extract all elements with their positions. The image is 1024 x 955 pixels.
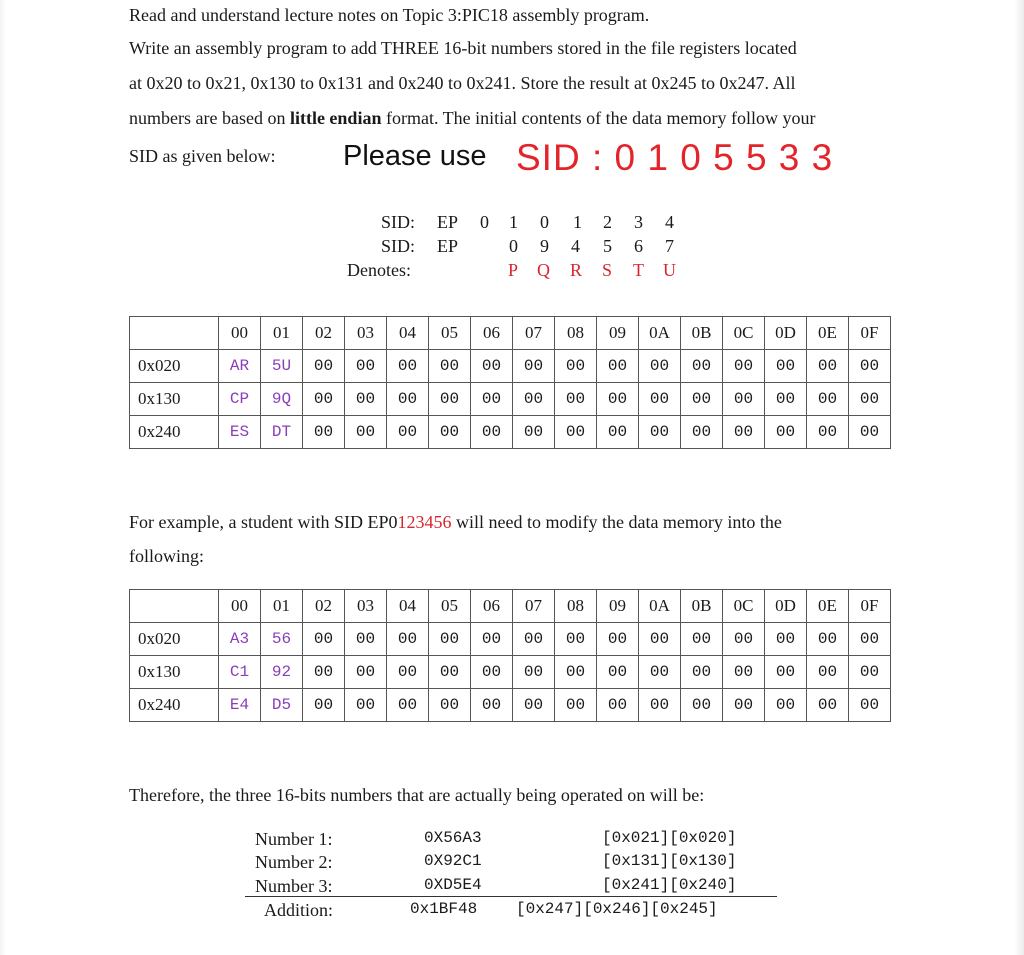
memory-cell: 00 bbox=[513, 623, 555, 656]
memory-cell: 00 bbox=[597, 689, 639, 722]
column-header: 03 bbox=[345, 590, 387, 623]
intro-line-5: SID as given below: bbox=[129, 146, 276, 166]
memory-cell: 00 bbox=[345, 623, 387, 656]
memory-cell: 00 bbox=[807, 383, 849, 416]
memory-cell: 00 bbox=[681, 383, 723, 416]
sid-row1-digit: 3 bbox=[634, 212, 643, 232]
memory-cell: 00 bbox=[513, 416, 555, 449]
intro-line-4a: numbers are based on bbox=[129, 108, 290, 128]
memory-cell: E4 bbox=[219, 689, 261, 722]
memory-cell: 00 bbox=[849, 656, 891, 689]
memory-cell: 00 bbox=[849, 383, 891, 416]
column-header: 0F bbox=[849, 317, 891, 350]
memory-cell: 00 bbox=[345, 656, 387, 689]
memory-cell: 00 bbox=[723, 689, 765, 722]
assigned-sid: SID : 0 1 0 5 5 3 3 bbox=[516, 137, 834, 178]
column-header: 05 bbox=[429, 317, 471, 350]
memory-cell: 00 bbox=[849, 416, 891, 449]
memory-cell: 00 bbox=[471, 383, 513, 416]
summary-address: [0x021][0x020] bbox=[602, 829, 737, 847]
memory-cell: 00 bbox=[723, 383, 765, 416]
column-header: 0B bbox=[681, 590, 723, 623]
memory-cell: 00 bbox=[471, 689, 513, 722]
therefore-text: Therefore, the three 16-bits numbers that are actually being operated on will be: bbox=[129, 785, 705, 805]
row-address: 0x240 bbox=[130, 416, 219, 449]
column-header: 01 bbox=[261, 317, 303, 350]
column-header: 0B bbox=[681, 317, 723, 350]
row-address: 0x020 bbox=[130, 350, 219, 383]
sid-row1-digit: 0 bbox=[480, 212, 489, 232]
memory-cell: D5 bbox=[261, 689, 303, 722]
memory-cell: 00 bbox=[555, 689, 597, 722]
column-header: 02 bbox=[303, 317, 345, 350]
row-address: 0x130 bbox=[130, 656, 219, 689]
column-header: 06 bbox=[471, 317, 513, 350]
summary-address: [0x247][0x246][0x245] bbox=[516, 900, 718, 918]
intro-line-1: Read and understand lecture notes on Topic 3:PIC18 assembly program. bbox=[129, 5, 650, 25]
memory-cell: 56 bbox=[261, 623, 303, 656]
memory-cell: 5U bbox=[261, 350, 303, 383]
memory-cell: 00 bbox=[471, 656, 513, 689]
example-text-a: For example, a student with SID EP0 bbox=[129, 512, 398, 532]
memory-template-table bbox=[129, 316, 891, 449]
memory-cell: 00 bbox=[723, 416, 765, 449]
column-header: 00 bbox=[219, 590, 261, 623]
memory-cell: 9Q bbox=[261, 383, 303, 416]
memory-cell: 00 bbox=[639, 656, 681, 689]
memory-cell: 00 bbox=[807, 416, 849, 449]
memory-cell: 00 bbox=[765, 656, 807, 689]
memory-cell: 00 bbox=[555, 350, 597, 383]
column-header: 0F bbox=[849, 590, 891, 623]
summary-label: Number 3: bbox=[255, 876, 333, 896]
column-header: 03 bbox=[345, 317, 387, 350]
memory-cell: 00 bbox=[345, 416, 387, 449]
example-sid-digits: 123456 bbox=[397, 512, 452, 532]
memory-cell: 00 bbox=[849, 689, 891, 722]
memory-cell: 00 bbox=[639, 350, 681, 383]
sid-denote-letter: Q bbox=[537, 260, 550, 280]
memory-cell: 00 bbox=[429, 383, 471, 416]
memory-cell: 00 bbox=[807, 350, 849, 383]
memory-cell: 00 bbox=[303, 383, 345, 416]
memory-cell: 00 bbox=[513, 689, 555, 722]
intro-line-4b: format. The initial contents of the data memory follow your bbox=[381, 108, 816, 128]
sid-denote-letter: P bbox=[508, 260, 519, 280]
sid-row2-digit: 9 bbox=[540, 236, 549, 256]
memory-cell: DT bbox=[261, 416, 303, 449]
memory-cell: 00 bbox=[639, 416, 681, 449]
sid-row1-digit: 2 bbox=[603, 212, 612, 232]
column-header: 00 bbox=[219, 317, 261, 350]
memory-cell: 00 bbox=[303, 623, 345, 656]
table-header-row bbox=[130, 317, 891, 350]
memory-cell: 00 bbox=[723, 623, 765, 656]
column-header: 05 bbox=[429, 590, 471, 623]
summary-value: 0x1BF48 bbox=[410, 900, 478, 918]
column-header: 0D bbox=[765, 317, 807, 350]
memory-cell: 00 bbox=[597, 383, 639, 416]
memory-cell: 00 bbox=[765, 383, 807, 416]
memory-cell: C1 bbox=[219, 656, 261, 689]
sid-row1-digit: 4 bbox=[665, 212, 674, 232]
sid-row2-digit: 5 bbox=[603, 236, 612, 256]
please-use-text: Please use bbox=[343, 140, 487, 172]
sid-row2-label: SID: bbox=[381, 236, 416, 256]
memory-cell: AR bbox=[219, 350, 261, 383]
intro-line-4 bbox=[129, 108, 816, 128]
memory-cell: 00 bbox=[555, 656, 597, 689]
sid-mapping bbox=[0, 212, 1024, 292]
memory-cell: 00 bbox=[555, 623, 597, 656]
memory-cell: ES bbox=[219, 416, 261, 449]
column-header: 02 bbox=[303, 590, 345, 623]
memory-cell: 00 bbox=[303, 689, 345, 722]
memory-cell: 00 bbox=[387, 383, 429, 416]
memory-cell: 00 bbox=[597, 656, 639, 689]
memory-cell: 00 bbox=[513, 350, 555, 383]
memory-cell: 00 bbox=[303, 656, 345, 689]
memory-cell: 00 bbox=[639, 689, 681, 722]
sid-row1-prefix: EP bbox=[437, 212, 459, 232]
sid-denote-letter: R bbox=[570, 260, 583, 280]
column-header: 04 bbox=[387, 317, 429, 350]
memory-cell: 00 bbox=[303, 350, 345, 383]
row-address: 0x020 bbox=[130, 623, 219, 656]
memory-cell: 00 bbox=[765, 689, 807, 722]
column-header: 04 bbox=[387, 590, 429, 623]
memory-cell: 00 bbox=[429, 689, 471, 722]
memory-cell: 00 bbox=[471, 416, 513, 449]
memory-cell: 00 bbox=[639, 383, 681, 416]
column-header: 0E bbox=[807, 317, 849, 350]
sid-row2-digit: 0 bbox=[509, 236, 518, 256]
memory-cell: 00 bbox=[681, 623, 723, 656]
summary-address: [0x131][0x130] bbox=[602, 852, 737, 870]
memory-cell: 00 bbox=[765, 416, 807, 449]
row-address: 0x130 bbox=[130, 383, 219, 416]
memory-cell: 00 bbox=[345, 689, 387, 722]
memory-cell: 00 bbox=[765, 350, 807, 383]
memory-cell: A3 bbox=[219, 623, 261, 656]
sid-row1-digit: 1 bbox=[509, 212, 518, 232]
sid-row2-digit: 7 bbox=[665, 236, 674, 256]
column-header: 0E bbox=[807, 590, 849, 623]
memory-cell: 00 bbox=[807, 623, 849, 656]
memory-cell: 00 bbox=[387, 689, 429, 722]
sid-denote-letter: S bbox=[602, 260, 613, 280]
memory-cell: 00 bbox=[387, 416, 429, 449]
sid-row1-label: SID: bbox=[381, 212, 416, 232]
column-header: 01 bbox=[261, 590, 303, 623]
memory-cell: 00 bbox=[849, 623, 891, 656]
memory-cell: 00 bbox=[387, 623, 429, 656]
memory-cell: 92 bbox=[261, 656, 303, 689]
memory-cell: 00 bbox=[387, 350, 429, 383]
memory-cell: 00 bbox=[639, 623, 681, 656]
memory-cell: 00 bbox=[597, 623, 639, 656]
column-header: 0D bbox=[765, 590, 807, 623]
summary-label: Addition: bbox=[264, 900, 334, 920]
column-header: 0A bbox=[639, 317, 681, 350]
sid-row1-digit: 0 bbox=[540, 212, 549, 232]
column-header: 07 bbox=[513, 317, 555, 350]
summary-value: 0XD5E4 bbox=[424, 876, 482, 894]
column-header: 0A bbox=[639, 590, 681, 623]
memory-cell: 00 bbox=[597, 416, 639, 449]
column-header: 0C bbox=[723, 590, 765, 623]
summary-address: [0x241][0x240] bbox=[602, 876, 737, 894]
memory-cell: 00 bbox=[429, 350, 471, 383]
column-header: 08 bbox=[555, 317, 597, 350]
memory-example-table bbox=[129, 589, 891, 722]
memory-cell: 00 bbox=[555, 416, 597, 449]
summary-value: 0X92C1 bbox=[424, 852, 482, 870]
memory-cell: 00 bbox=[765, 623, 807, 656]
table-header-row bbox=[130, 590, 891, 623]
example-text-b: will need to modify the data memory into the bbox=[451, 512, 782, 532]
memory-cell: 00 bbox=[513, 656, 555, 689]
summary-label: Number 2: bbox=[255, 852, 333, 872]
sid-row2-digit: 4 bbox=[571, 236, 580, 256]
sid-denote-letter: U bbox=[663, 260, 676, 280]
row-address: 0x240 bbox=[130, 689, 219, 722]
memory-cell: 00 bbox=[303, 416, 345, 449]
memory-cell: 00 bbox=[681, 689, 723, 722]
memory-cell: 00 bbox=[429, 656, 471, 689]
memory-cell: 00 bbox=[471, 623, 513, 656]
little-endian-text: little endian bbox=[289, 108, 382, 128]
summary-label: Number 1: bbox=[255, 829, 333, 849]
sid-row2-prefix: EP bbox=[437, 236, 459, 256]
memory-cell: 00 bbox=[681, 416, 723, 449]
column-header: 09 bbox=[597, 590, 639, 623]
column-header: 07 bbox=[513, 590, 555, 623]
memory-cell: 00 bbox=[807, 689, 849, 722]
table-row bbox=[130, 656, 891, 689]
sum-divider bbox=[245, 896, 777, 897]
memory-cell: 00 bbox=[429, 623, 471, 656]
memory-cell: 00 bbox=[555, 383, 597, 416]
memory-cell: 00 bbox=[807, 656, 849, 689]
intro-line-3: at 0x20 to 0x21, 0x130 to 0x131 and 0x240 to 0x241. Store the result at 0x245 to 0x247. All bbox=[129, 73, 796, 93]
column-header: 0C bbox=[723, 317, 765, 350]
memory-cell: 00 bbox=[387, 656, 429, 689]
sid-row2-digit: 6 bbox=[634, 236, 643, 256]
table-row bbox=[130, 383, 891, 416]
column-header: 08 bbox=[555, 590, 597, 623]
memory-cell: 00 bbox=[681, 656, 723, 689]
memory-cell: 00 bbox=[597, 350, 639, 383]
memory-cell: 00 bbox=[429, 416, 471, 449]
memory-cell: 00 bbox=[345, 383, 387, 416]
corner-cell bbox=[130, 590, 219, 623]
column-header: 09 bbox=[597, 317, 639, 350]
example-line-2: following: bbox=[129, 546, 204, 566]
example-line-1 bbox=[129, 512, 782, 532]
memory-cell: 00 bbox=[723, 656, 765, 689]
memory-cell: 00 bbox=[345, 350, 387, 383]
table-row bbox=[130, 689, 891, 722]
memory-cell: 00 bbox=[471, 350, 513, 383]
memory-cell: 00 bbox=[849, 350, 891, 383]
sid-row1-digit: 1 bbox=[573, 212, 582, 232]
memory-cell: 00 bbox=[723, 350, 765, 383]
table-row bbox=[130, 416, 891, 449]
sid-denote-letter: T bbox=[633, 260, 644, 280]
table-row bbox=[130, 350, 891, 383]
memory-cell: 00 bbox=[681, 350, 723, 383]
summary-value: 0X56A3 bbox=[424, 829, 482, 847]
table-row bbox=[130, 623, 891, 656]
corner-cell bbox=[130, 317, 219, 350]
column-header: 06 bbox=[471, 590, 513, 623]
memory-cell: CP bbox=[219, 383, 261, 416]
sid-row3-label: Denotes: bbox=[347, 260, 411, 280]
memory-cell: 00 bbox=[513, 383, 555, 416]
intro-line-2: Write an assembly program to add THREE 16-bit numbers stored in the file registers located bbox=[129, 38, 797, 58]
